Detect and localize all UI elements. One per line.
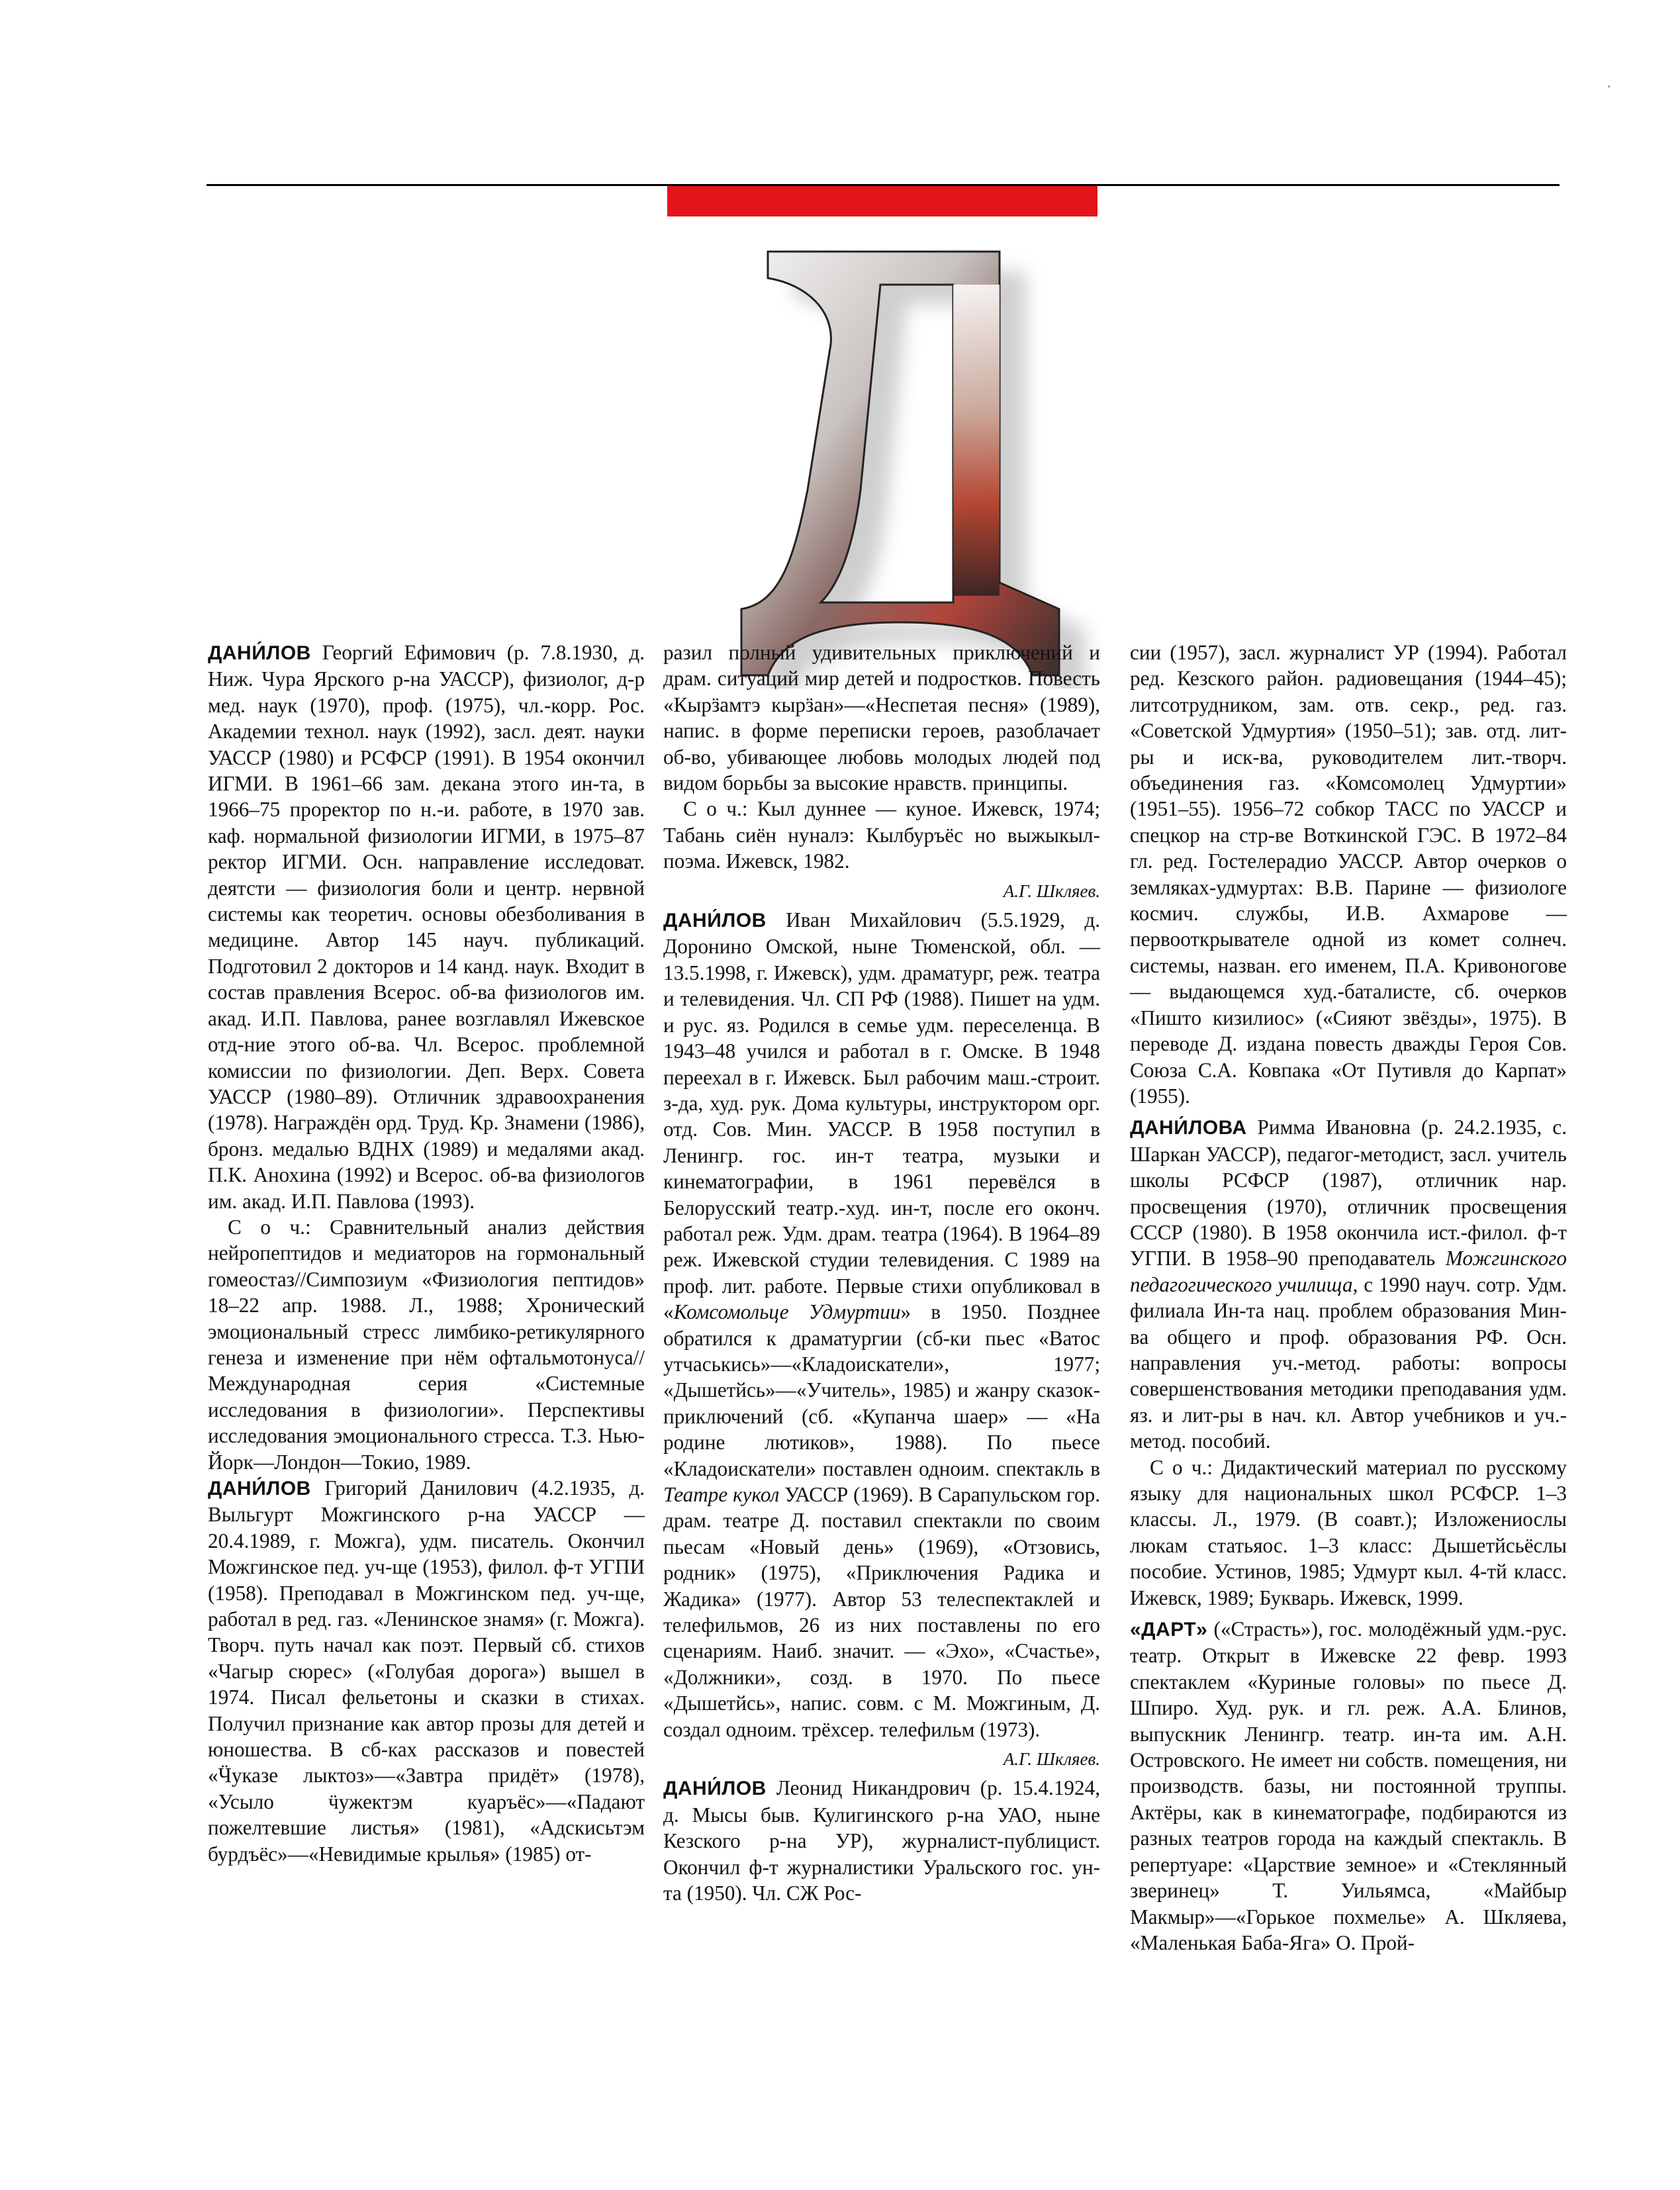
entry-danilov-grigory xyxy=(208,1475,645,1867)
entry-text: , с 1990 науч. сотр. Удм. филиала Ин-та нац. проблем образования Мин-ва общего и проф. образования РФ. Осн. направления уч.-метод. работы: вопросы совершенствования методики преподавания удм. яз. и лит-ры в нач. кл. Автор учебников и уч.-метод. пособий. xyxy=(1130,1272,1567,1453)
entry-text: » в 1950. Позднее обратился к драматургии (сб-ки пьес «Ватос утчаськись»—«Кладоискатели», 1977; «Дышетйсь»—«Учитель», 1985) и жанру сказок-приключений (сб. «Купанча шаер» — «На родине лютиков», 1988). По пьесе «Кладоискатели» поставлен одноим. спектакль в xyxy=(663,1300,1100,1480)
headword: «ДАРТ» xyxy=(1130,1619,1208,1641)
entry-continuation xyxy=(1130,640,1567,1109)
works-danilov-grigory xyxy=(663,796,1100,874)
author-signature: А.Г. Шкляев. xyxy=(1003,881,1100,901)
entry-danilov-leonid xyxy=(663,1775,1100,1906)
italic-text: Можгинского педагогического училища xyxy=(1130,1247,1567,1296)
works-label: С о ч.: xyxy=(228,1215,311,1239)
entry-continuation xyxy=(663,640,1100,796)
italic-text: Комсомольце Удмуртии xyxy=(673,1300,901,1324)
italic-text: Театре кукол xyxy=(663,1483,780,1506)
works-label: С о ч.: xyxy=(1150,1455,1213,1479)
works-text: Дидактический материал по русскому языку для национальных школ РСФСР. 1–3 классы. Л., 1979. (В соавт.); Изложениослы люкам статьяос. 1–3 класс: Дышетйсьёслы пособие. Устинов, 1985; Удмурт кыл. 4-тй класс. Ижевск, 1989; Букварь. Ижевск, 1999. xyxy=(1130,1455,1567,1609)
works-text: Сравнительный анализ действия нейропептидов и медиаторов на гормональный гомеостаз//Симпозиум «Физиология пептидов» 18–22 апр. 1988. Л., 1988; Хронический эмоциональный стресс лимбико-ретикулярного генеза и изменение при нём офтальмотонуса//Международная серия «Системные исследования в физиологии». Перспективы исследования эмоционального стресса. Т.3. Нью-Йорк—Лондон—Токио, 1989. xyxy=(208,1215,645,1474)
entry-text: Иван Михайлович (5.5.1929, д. Доронино Омской, ныне Тюменской, обл. — 13.5.1998, г. Ижевск), удм. драматург, реж. театра и телевидения. Чл. СП РФ (1988). Пишет на удм. и рус. яз. Родился в семье удм. переселенца. В 1943–48 учился и работал в г. Омске. В 1948 переехал в г. Ижевск. Был рабочим маш.-строит. з-да, худ. рук. Дома культуры, инструктором орг. отд. Сов. Мин. УАССР. В 1958 поступил в Ленингр. гос. ин-т театра, музыки и кинематографии, в 1961 перевёлся в Белорусский театр.-худ. ин-т, после его оконч. работал реж. Удм. драм. театра (1964). В 1964–89 реж. Ижевской студии телевидения. С 1989 на проф. лит. работе. Первые стихи опубликовал в « xyxy=(663,908,1100,1324)
headword: ДАНИ́ЛОВ xyxy=(208,1478,311,1500)
drop-letter-de xyxy=(688,212,1112,689)
works-label: С о ч.: xyxy=(683,797,748,821)
column-3 xyxy=(1130,640,1567,1956)
entry-text: сии (1957), засл. журналист УР (1994). Работал ред. Кезского район. радиовещания (1944–45); литсотрудником, зам. отв. секр., ред. газ. «Советской Удмуртия» (1950–51); зав. отд. лит-ры и иск-ва, руководителем лит.-творч. объединения газ. «Комсомолец Удмуртии» (1951–55). 1956–72 собкор ТАСС по УАССР и спецкор на стр-ве Воткинской ГЭС. В 1972–84 гл. ред. Гостелерадио УАССР. Автор очерков о земляках-удмуртах: В.В. Парине — физиологе космич. службы, И.В. Ахмарове — первооткрывателе одной из комет солнеч. системы, назван. его именем, П.А. Кривоногове — выдающемся худ.-баталисте, сб. очерков «Пиштo кизилиос» («Сияют звёзды», 1975). В переводе Д. издана повесть дважды Героя Сов. Союза С.А. Ковпака «От Путивля до Карпат» (1955). xyxy=(1130,641,1567,1108)
entry-danilova-rimma xyxy=(1130,1114,1567,1454)
works-danilov-georgy xyxy=(208,1214,645,1475)
entry-danilov-ivan xyxy=(663,907,1100,1742)
headword: ДАНИ́ЛОВ xyxy=(208,642,311,664)
headword: ДАНИ́ЛОВА xyxy=(1130,1117,1247,1139)
entry-text: Леонид Никандрович (р. 15.4.1924, д. Мысы быв. Кулигинского р-на УАО, ныне Кезского р-на УР), журналист-публицист. Окончил ф-т журналистики Уральского гос. ун-та (1950). Чл. СЖ Рос- xyxy=(663,1776,1100,1905)
column-2 xyxy=(663,640,1100,1907)
author-signature: А.Г. Шкляев. xyxy=(1003,1749,1100,1770)
entry-danilov-georgy xyxy=(208,640,645,1214)
entry-text: Григорий Данилович (4.2.1935, д. Выльгурт Можгинского р-на УАССР — 20.4.1989, г. Можга), удм. писатель. Окончил Можгинское пед. уч-ще (1953), филол. ф-т УГПИ (1958). Преподавал в Можгинском пед. уч-ще, работал в ред. газ. «Ленинское знамя» (г. Можга). Творч. путь начал как поэт. Первый сб. стихов «Чагыр сюрес» («Голубая дорога») вышел в 1974. Писал фельетоны и сказки в стихах. Получил признание как автор прозы для детей и юношества. В сб-ках рассказов и повестей «Ӵуказе лыктоз»—«Завтра придёт» (1978), «Усыло ӵужектэм куаръёс»—«Падают пожелтевшие листья» (1981), «Адскисьтэм бурдъёс»—«Невидимые крылья» (1985) от- xyxy=(208,1476,645,1866)
entry-text: разил полный удивительных приключений и драм. ситуаций мир детей и подростков. Повесть «Кырӟамтэ кырӟан»—«Неспетая песня» (1989), напис. в форме переписки героев, разоблачает об-во, убивающее любовь молодых людей под видом борьбы за высокие нравств. принципы. xyxy=(663,641,1100,795)
entry-text: УАССР (1969). В Сарапульском гор. драм. театре Д. поставил спектакли по своим пьесам «Новый день» (1969), «Отзовись, родник» (1975), «Приключения Радика и Жадика» (1977). Автор 53 телеспектаклей и телефильмов, 26 из них поставлены по его сценариям. Наиб. значит. — «Эхо», «Счастье», «Должники», созд. в 1970. По пьесе «Дышетйсь», напис. совм. с М. Можгиным, Д. создал одноим. трёхсер. телефильм (1973). xyxy=(663,1483,1100,1741)
headword: ДАНИ́ЛОВ xyxy=(663,1778,767,1800)
works-danilova-rimma xyxy=(1130,1454,1567,1611)
headword: ДАНИ́ЛОВ xyxy=(663,910,767,932)
entry-text: Георгий Ефимович (р. 7.8.1930, д. Ниж. Чура Ярского р-на УАССР), физиолог, д-р мед. наук (1970), проф. (1975), чл.-корр. Рос. Академии технол. наук (1992), засл. деят. науки УАССР (1980) и РСФСР (1991). В 1954 окончил ИГМИ. В 1961–66 зам. декана этого ин-та, в 1966–75 проректор по н.-и. работе, в 1970 зав. каф. нормальной физиологии ИГМИ, в 1975–87 ректор ИГМИ. Осн. направление исследоват. деятсти — физиология боли и центр. нервной системы как теоретич. основы обезболивания в медицине. Автор 145 науч. публикаций. Подготовил 2 докторов и 14 канд. наук. Входит в состав правления Всерос. об-ва физиологов им. акад. И.П. Павлова, ранее возглавлял Ижевское отд-ние этого об-ва. Чл. Всерос. проблемной комиссии по физиологии. Деп. Верх. Совета УАССР (1980–89). Отличник здравоохранения (1978). Награждён орд. Труд. Кр. Знамени (1986), бронз. медалью ВДНХ (1989) и медалями акад. П.К. Анохина (1992) и Всерос. об-ва физиологов им. акад. И.П. Павлова (1993). xyxy=(208,641,645,1213)
entry-text: Римма Ивановна (р. 24.2.1935, с. Шаркан УАССР), педагог-методист, засл. учитель школы РСФСР (1987), отличник нар. просвещения (1970), отличник просвещения СССР (1980). В 1958 окончила ист.-филол. ф-т УГПИ. В 1958–90 преподаватель xyxy=(1130,1116,1567,1270)
works-text: Кыл дуннее — куное. Ижевск, 1974; Табань сиён нуналэ: Кылбуръёс но выжыкыл-поэма. Ижевск, 1982. xyxy=(663,797,1100,873)
entry-dart-theatre xyxy=(1130,1616,1567,1956)
page-marker: . xyxy=(1607,74,1611,91)
entry-text: («Страсть»), гос. молодёжный удм.-рус. театр. Открыт в Ижевске 22 февр. 1993 спектаклем «Куриные головы» по пьесе Д. Шпиро. Худ. рук. и гл. реж. А.А. Блинов, выпускник Ленингр. театр. ин-та им. А.Н. Островского. Не имеет ни собств. помещения, ни производств. базы, ни постоянной труппы. Актёры, как в кинематографе, подбираются из разных театров города на каждый спектакль. В репертуаре: «Царствие земное» и «Стеклянный зверинец» Т. Уильямса, «Майбыр Макмыр»—«Горькое похмелье» А. Шкляева, «Маленькая Баба-Яга» О. Прой- xyxy=(1130,1617,1567,1954)
column-1 xyxy=(208,640,645,1867)
